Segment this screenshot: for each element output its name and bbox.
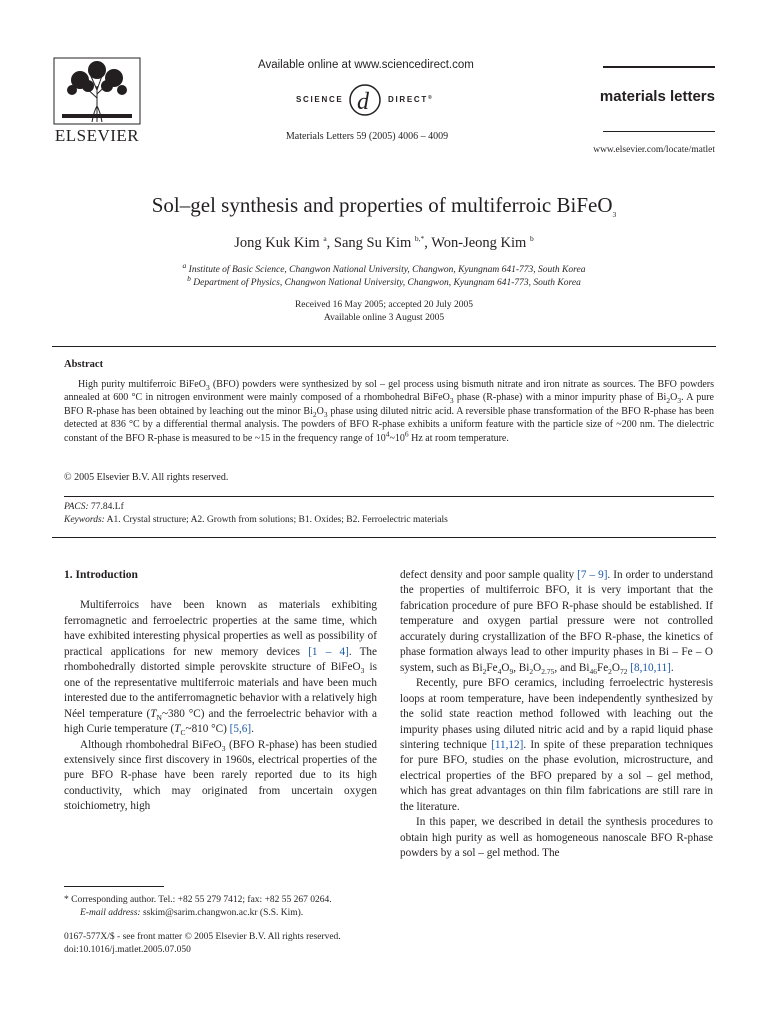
journal-reference: Materials Letters 59 (2005) 4006 – 4009 — [285, 131, 449, 142]
citation-link[interactable]: [8,10,11] — [630, 661, 671, 674]
journal-name: materials letters — [599, 88, 715, 105]
intro-paragraph-2-cont: defect density and poor sample quality [7 – 9]. In order to understand the properties of multiferroic BFO, it is very important that the fabrication procedure of pure BFO R-phase should be established. If temperature and oxygen partial pressure were not controlled accurately during crystallization of the BFO R-phase, the kinetics of phase formation always lead to other impurity phases in Bi – Fe – O system, such as $Bi_2Fe_4O_9$, $Bi_2O_{2.75}$, and $Bi_{46}Fe_2O_{72}$ [8,10,11]. — [400, 569, 713, 676]
received-dates: Received 16 May 2005; accepted 20 July 2005 — [294, 300, 474, 310]
journal-rule — [603, 131, 715, 132]
citation-link[interactable]: [5,6] — [229, 723, 252, 736]
corresponding-author-note: * Corresponding author. Tel.: +82 55 279 7412; fax: +82 55 267 0264. — [64, 895, 332, 905]
abstract-bottom-rule — [52, 537, 716, 538]
right-column — [400, 568, 713, 862]
left-column — [64, 568, 377, 815]
sd-left-text: SCIENCE — [296, 95, 344, 104]
sciencedirect-logo — [262, 80, 478, 120]
journal-url[interactable]: www.elsevier.com/locate/matlet — [593, 145, 715, 155]
intro-paragraph-2: Although rhombohedral BiFeO$_3$ (BFO R-phase) has been studied extensively since first discovery in 1960s, electrical properties of the pure BFO R-phase have been rarely reported due to its high conductivity, which may originated from uncertain oxygen stoichiometry, high — [64, 738, 377, 813]
abstract-body: High purity multiferroic BiFeO$_3$ (BFO) powders were synthesized by sol – gel process using bismuth nitrate and iron nitrate as sources. The BFO powders annealed at 600 °C in nitrogen environment were mainly composed of a rhombohedral BiFeO$_3$ phase (R-phase) with a minor impurity phase of $Bi_2O_3$. A pure BFO R-phase has been obtained by leaching out the minor $Bi_2O_3$ phase using diluted nitric acid. A reversible phase transformation of the BFO R-phase has been detected at 836 °C by a differential thermal analysis. The powders of BFO R-phase exhibits a uniform feature with the particle size of ~200 nm. The dielectric constant of the BFO R-phase is measured to be ~15 in the frequency range of $10^4\sim 10^6$ Hz at room temperature. — [64, 379, 714, 444]
available-online-text: Available online at www.sciencedirect.com — [258, 59, 474, 71]
elsevier-logo — [52, 56, 142, 146]
affiliation-b: $^b$ Department of Physics, Changwon National University, Changwon, Kyungnam 641-773, South Korea — [187, 273, 581, 288]
publisher-name: ELSEVIER — [54, 126, 140, 145]
sd-right-text: DIRECT® — [388, 95, 434, 104]
intro-paragraph-3: Recently, pure BFO ceramics, including ferroelectric hysteresis loops at room temperature, have been independently synthesized by the solid state reaction method followed with leaching out the impurity phases using diluted nitric acid and by a rapid liquid phase sintering technique [11,12]. In spite of these preparation techniques for pure BFO, studies on the phase evolution, microstructure, and electrical properties of the BFO prepared by a sol – gel method, which has great advantages on thin film fabrications are still rare in the literature. — [400, 677, 713, 813]
abstract-copyright: © 2005 Elsevier B.V. All rights reserved. — [64, 472, 229, 483]
abstract-heading: Abstract — [64, 359, 104, 370]
citation-link[interactable]: [11,12] — [491, 738, 524, 751]
issn-line: 0167-577X/$ - see front matter © 2005 Elsevier B.V. All rights reserved. — [64, 932, 341, 942]
sciencedirect-d-icon — [348, 82, 382, 118]
pacs-line: PACS: 77.84.Lf — [64, 502, 124, 512]
email-note: E-mail address: sskim@sarim.changwon.ac.kr (S.S. Kim). — [80, 908, 304, 918]
header-rule — [603, 66, 715, 68]
author-list: Jong Kuk Kim $^a$, Sang Su Kim $^{b,*}$, Won-Jeong Kim $^b$ — [234, 234, 534, 251]
abstract-top-rule — [52, 346, 716, 347]
section-heading-introduction: 1. Introduction — [64, 569, 138, 581]
tree-icon — [52, 56, 142, 126]
intro-paragraph-4: In this paper, we described in detail the synthesis procedures to obtain high purity as well as homogeneous nanoscale BFO R-phase powders by a sol – gel method. The — [400, 816, 713, 860]
citation-link[interactable]: [1 – 4] — [308, 645, 349, 658]
footnote-rule — [64, 886, 164, 887]
doi-line[interactable]: doi:10.1016/j.matlet.2005.07.050 — [64, 945, 191, 955]
online-date: Available online 3 August 2005 — [323, 313, 445, 323]
intro-paragraph-1: Multiferroics have been known as materials exhibiting ferromagnetic and ferroelectric properties at the same time, which have exhibited interesting physical properties as well as possibility of practical applications for new memory devices [1 – 4]. The rhombohedrally distorted simple perovskite structure of BiFeO$_3$ is one of the representative multiferroic materials and have been much interested due to the antiferromagnetic behavior with a relatively high Néel temperature ($T_N\sim 380$ °C) and the ferroelectric behavior with a high Curie temperature ($T_C\sim 810$ °C) [5,6]. — [64, 599, 377, 738]
article-title: Sol–gel synthesis and properties of multiferroic BiFeO$_3$ — [151, 193, 617, 220]
citation-link[interactable]: [7 – 9] — [577, 569, 608, 581]
abstract-mid-rule — [64, 496, 714, 497]
svg-text:d: d — [357, 89, 369, 115]
affiliation-a: $^a$ Institute of Basic Science, Changwon National University, Changwon, Kyungnam 641-773, South Korea — [182, 260, 586, 275]
keywords-line: Keywords: A1. Crystal structure; A2. Growth from solutions; B1. Oxides; B2. Ferroelectric materials — [64, 515, 448, 525]
